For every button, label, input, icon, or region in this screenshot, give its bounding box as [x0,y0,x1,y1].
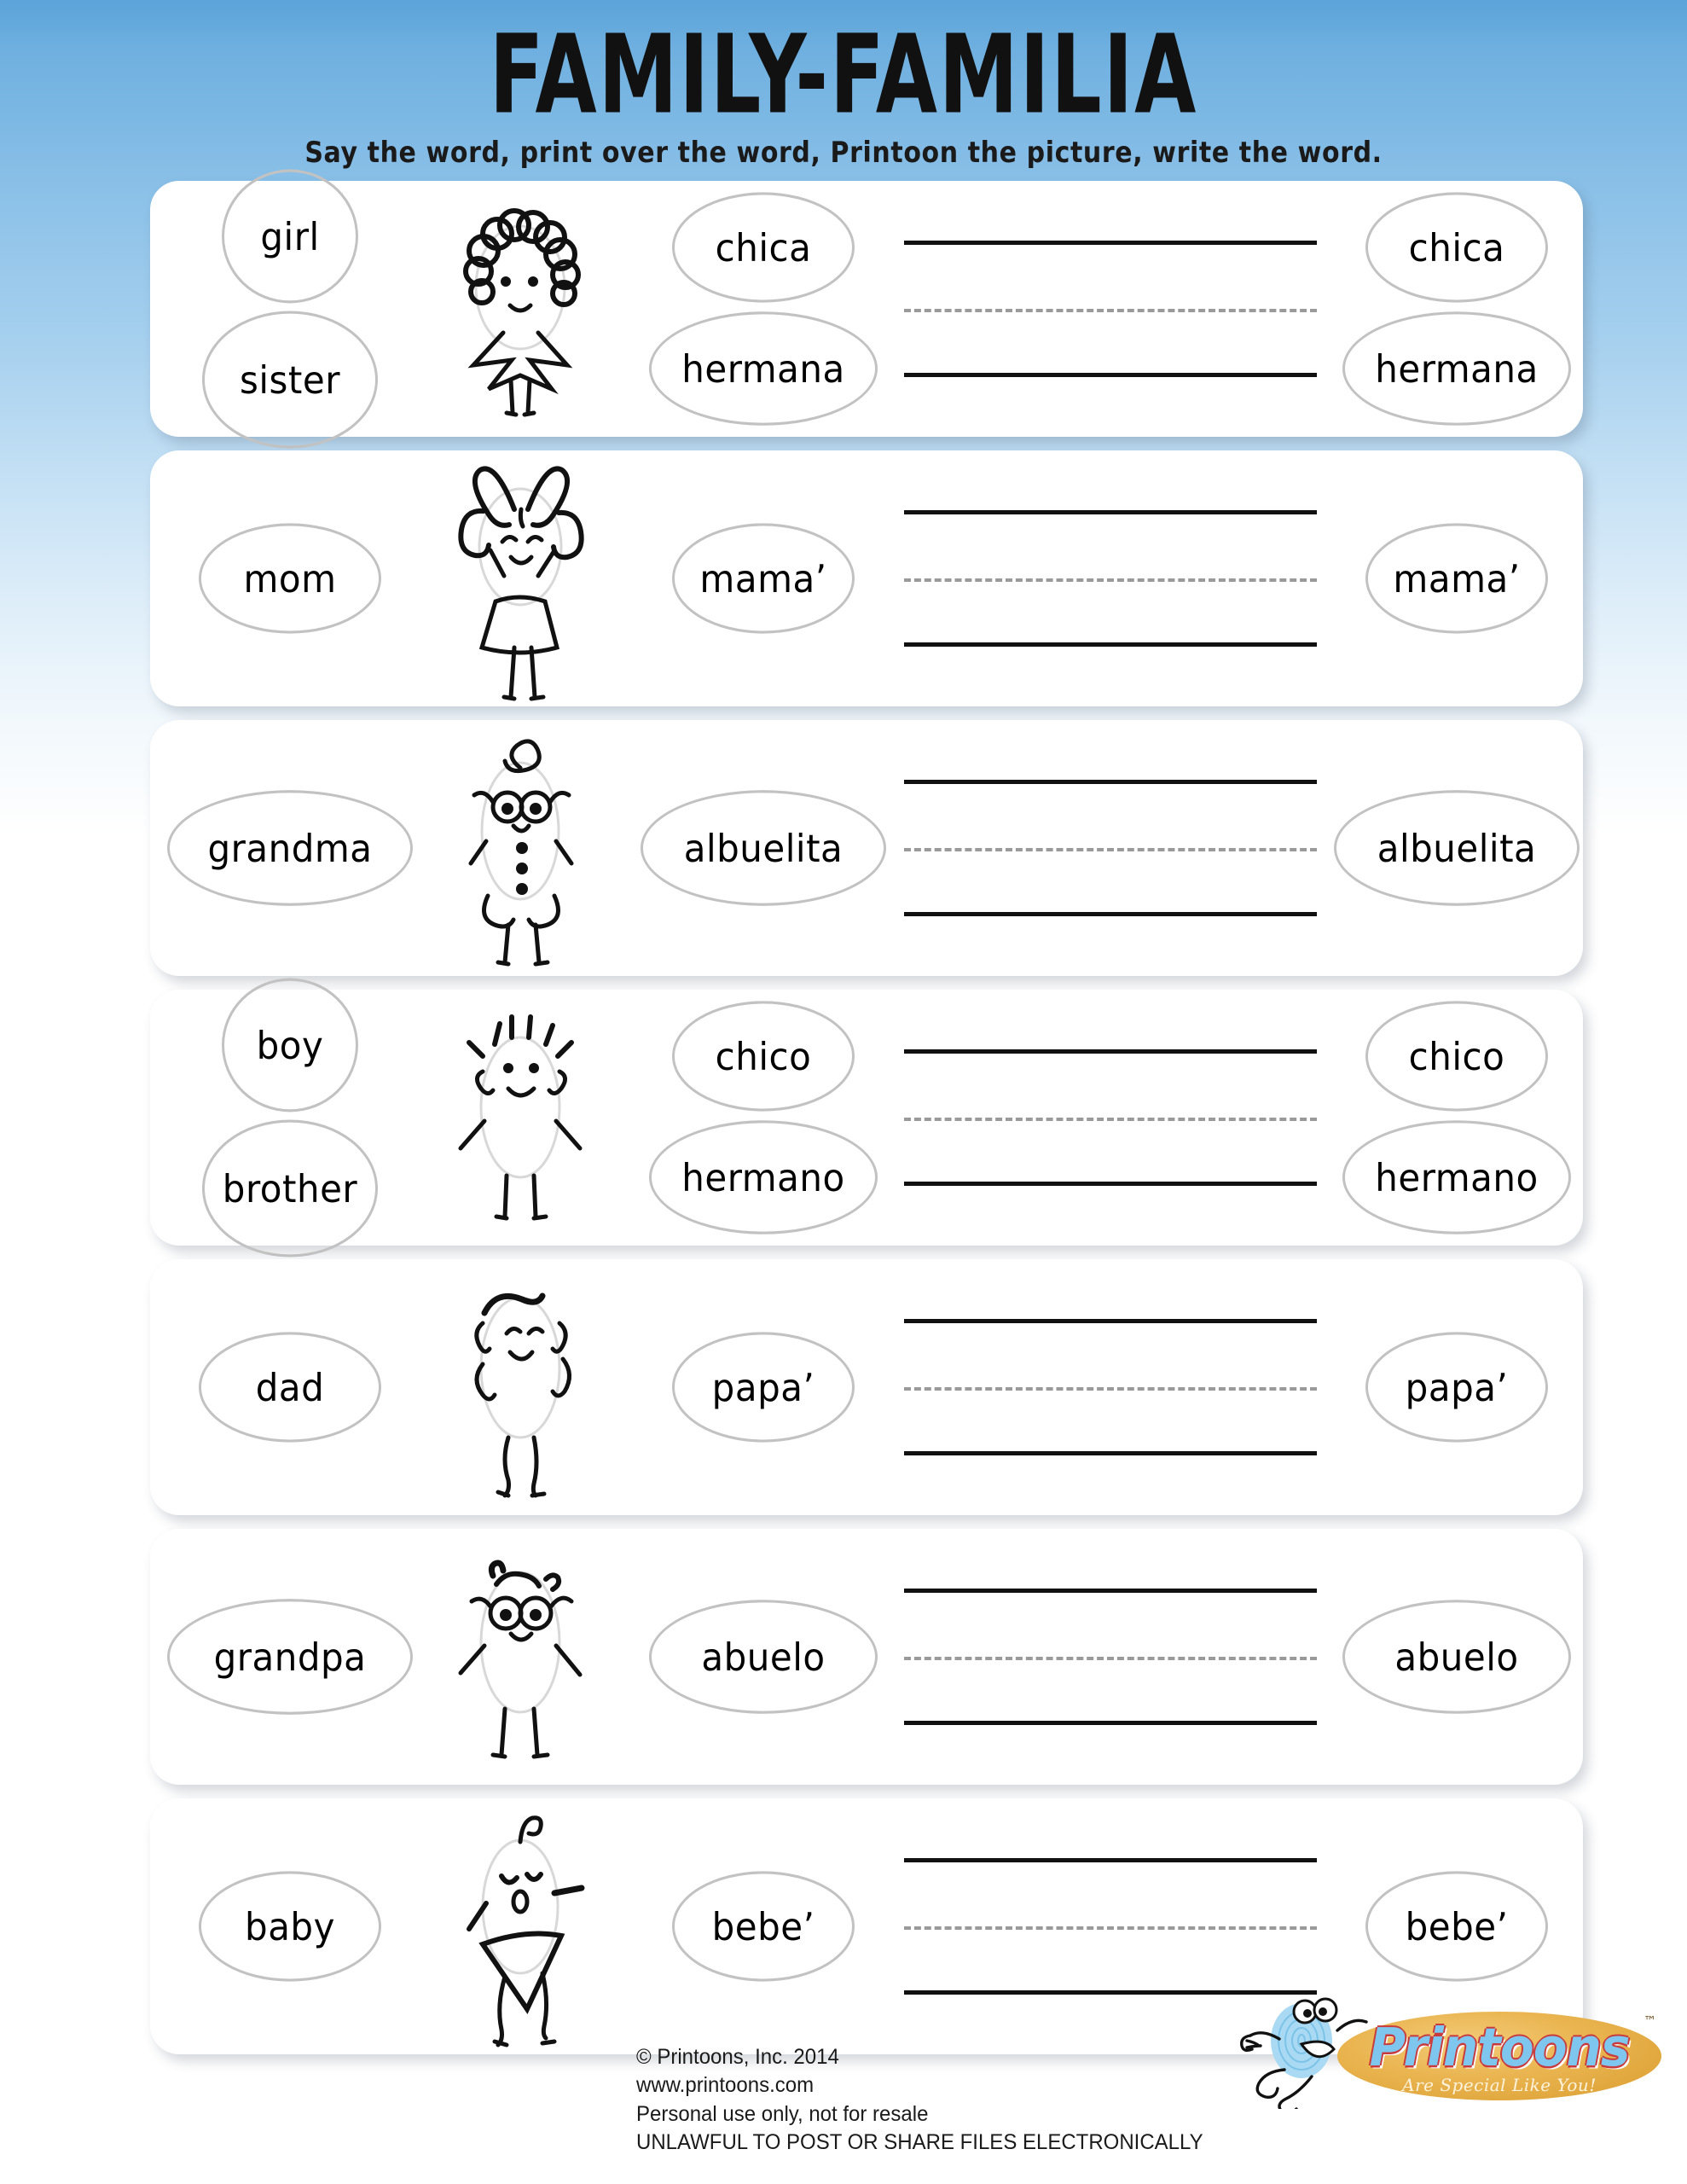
picture-dad [409,1259,631,1515]
english-word-bubble[interactable]: girl [222,170,358,304]
picture-mom [409,450,631,706]
answer-word-bubble[interactable]: hermana [1342,311,1571,426]
spanish-words-column [631,1603,896,1711]
line-solid-bottom [904,642,1317,647]
line-solid-top [904,1049,1317,1054]
copyright-block [636,2043,1226,2157]
trademark-symbol: ™ [1644,2013,1656,2029]
english-words-column [171,526,409,630]
usage-line: Personal use only, not for resale [635,2101,929,2126]
english-words-column [171,1874,409,1978]
writing-lines-area[interactable] [896,450,1346,706]
english-words-column [171,1335,409,1439]
answer-words-column [1346,1335,1568,1439]
picture-grandma [409,720,631,976]
line-dashed-middle [904,1118,1317,1121]
page-instructions: Say the word, print over the word, Printoon the picture, write the word. [304,136,1383,171]
line-dashed-middle [904,848,1317,851]
spanish-word-bubble[interactable]: chica [672,192,855,302]
english-word-bubble[interactable]: mom [199,523,381,633]
logo-wordmark: Printoons [1369,2016,1630,2079]
handwriting-lines[interactable] [904,510,1317,647]
line-solid-bottom [904,912,1317,916]
writing-lines-area[interactable] [896,181,1346,437]
spanish-words-column [631,1004,896,1231]
worksheet-rows [150,181,1583,2068]
english-words-column [171,982,409,1253]
writing-lines-area[interactable] [896,990,1346,1246]
answer-word-bubble[interactable]: chico [1365,1001,1548,1111]
english-word-bubble[interactable]: baby [199,1871,381,1981]
line-solid-bottom [904,1451,1317,1455]
website-line[interactable]: www.printoons.com [635,2073,814,2098]
answer-word-bubble[interactable]: bebe’ [1365,1871,1548,1981]
answer-word-bubble[interactable]: hermano [1342,1120,1571,1234]
spanish-words-column [631,526,896,630]
line-dashed-middle [904,309,1317,312]
worksheet-row-mom [150,450,1583,706]
writing-lines-area[interactable] [896,1529,1346,1785]
line-solid-top [904,1858,1317,1862]
line-solid-top [904,1589,1317,1593]
line-solid-bottom [904,1721,1317,1725]
spanish-words-column [631,195,896,422]
line-dashed-middle [904,1926,1317,1930]
line-solid-top [904,1319,1317,1323]
spanish-word-bubble[interactable]: mama’ [672,523,855,633]
line-dashed-middle [904,1657,1317,1660]
writing-lines-area[interactable] [896,1259,1346,1515]
handwriting-lines[interactable] [904,1589,1317,1725]
picture-girl [409,181,631,437]
line-dashed-middle [904,578,1317,582]
picture-boy [409,990,631,1246]
spanish-words-column [631,1874,896,1978]
spanish-word-bubble[interactable]: albuelita [641,790,886,906]
english-word-bubble[interactable]: sister [202,311,378,448]
legal-notice-line: UNLAWFUL TO POST OR SHARE FILES ELECTRONICALLY [635,2129,1203,2154]
answer-words-column [1346,195,1568,422]
spanish-words-column [631,793,896,903]
answer-words-column [1346,793,1568,903]
answer-words-column [1346,1004,1568,1231]
worksheet-row-grandma [150,720,1583,976]
spanish-words-column [631,1335,896,1439]
spanish-word-bubble[interactable]: hermano [649,1120,878,1234]
copyright-line: © Printoons, Inc. 2014 [635,2045,839,2069]
worksheet-row-boy-brother [150,990,1583,1246]
answer-words-column [1346,1603,1568,1711]
spanish-word-bubble[interactable]: hermana [649,311,878,426]
line-solid-top [904,780,1317,784]
worksheet-row-grandpa [150,1529,1583,1785]
answer-word-bubble[interactable]: mama’ [1365,523,1548,633]
answer-word-bubble[interactable]: papa’ [1365,1332,1548,1442]
handwriting-lines[interactable] [904,780,1317,916]
english-words-column [171,793,409,903]
logo-tagline: Are Special Like You! [1402,2075,1597,2095]
answer-word-bubble[interactable]: abuelo [1342,1600,1571,1714]
spanish-word-bubble[interactable]: papa’ [672,1332,855,1442]
page-title: FAMILY-FAMILIA [489,12,1198,139]
line-solid-bottom [904,373,1317,377]
printoons-logo[interactable] [1226,2007,1661,2109]
english-word-bubble[interactable]: brother [202,1119,378,1257]
handwriting-lines[interactable] [904,241,1317,377]
worksheet-row-girl-sister [150,181,1583,437]
worksheet-row-dad [150,1259,1583,1515]
handwriting-lines[interactable] [904,1049,1317,1186]
answer-word-bubble[interactable]: chica [1365,192,1548,302]
answer-words-column [1346,526,1568,630]
spanish-word-bubble[interactable]: bebe’ [672,1871,855,1981]
answer-word-bubble[interactable]: albuelita [1334,790,1580,906]
handwriting-lines[interactable] [904,1858,1317,1995]
english-word-bubble[interactable]: grandpa [167,1599,413,1715]
english-words-column [171,1602,409,1711]
picture-grandpa [409,1529,631,1785]
english-word-bubble[interactable]: dad [199,1332,381,1442]
line-dashed-middle [904,1387,1317,1391]
line-solid-top [904,241,1317,245]
answer-words-column [1346,1874,1568,1978]
english-word-bubble[interactable]: grandma [167,790,413,906]
handwriting-lines[interactable] [904,1319,1317,1455]
line-solid-bottom [904,1182,1317,1186]
english-words-column [171,173,409,444]
writing-lines-area[interactable] [896,720,1346,976]
spanish-word-bubble[interactable]: chico [672,1001,855,1111]
worksheet-footer [0,2013,1687,2175]
worksheet-header [0,12,1687,171]
english-word-bubble[interactable]: boy [222,979,358,1112]
spanish-word-bubble[interactable]: abuelo [649,1600,878,1714]
line-solid-top [904,510,1317,514]
